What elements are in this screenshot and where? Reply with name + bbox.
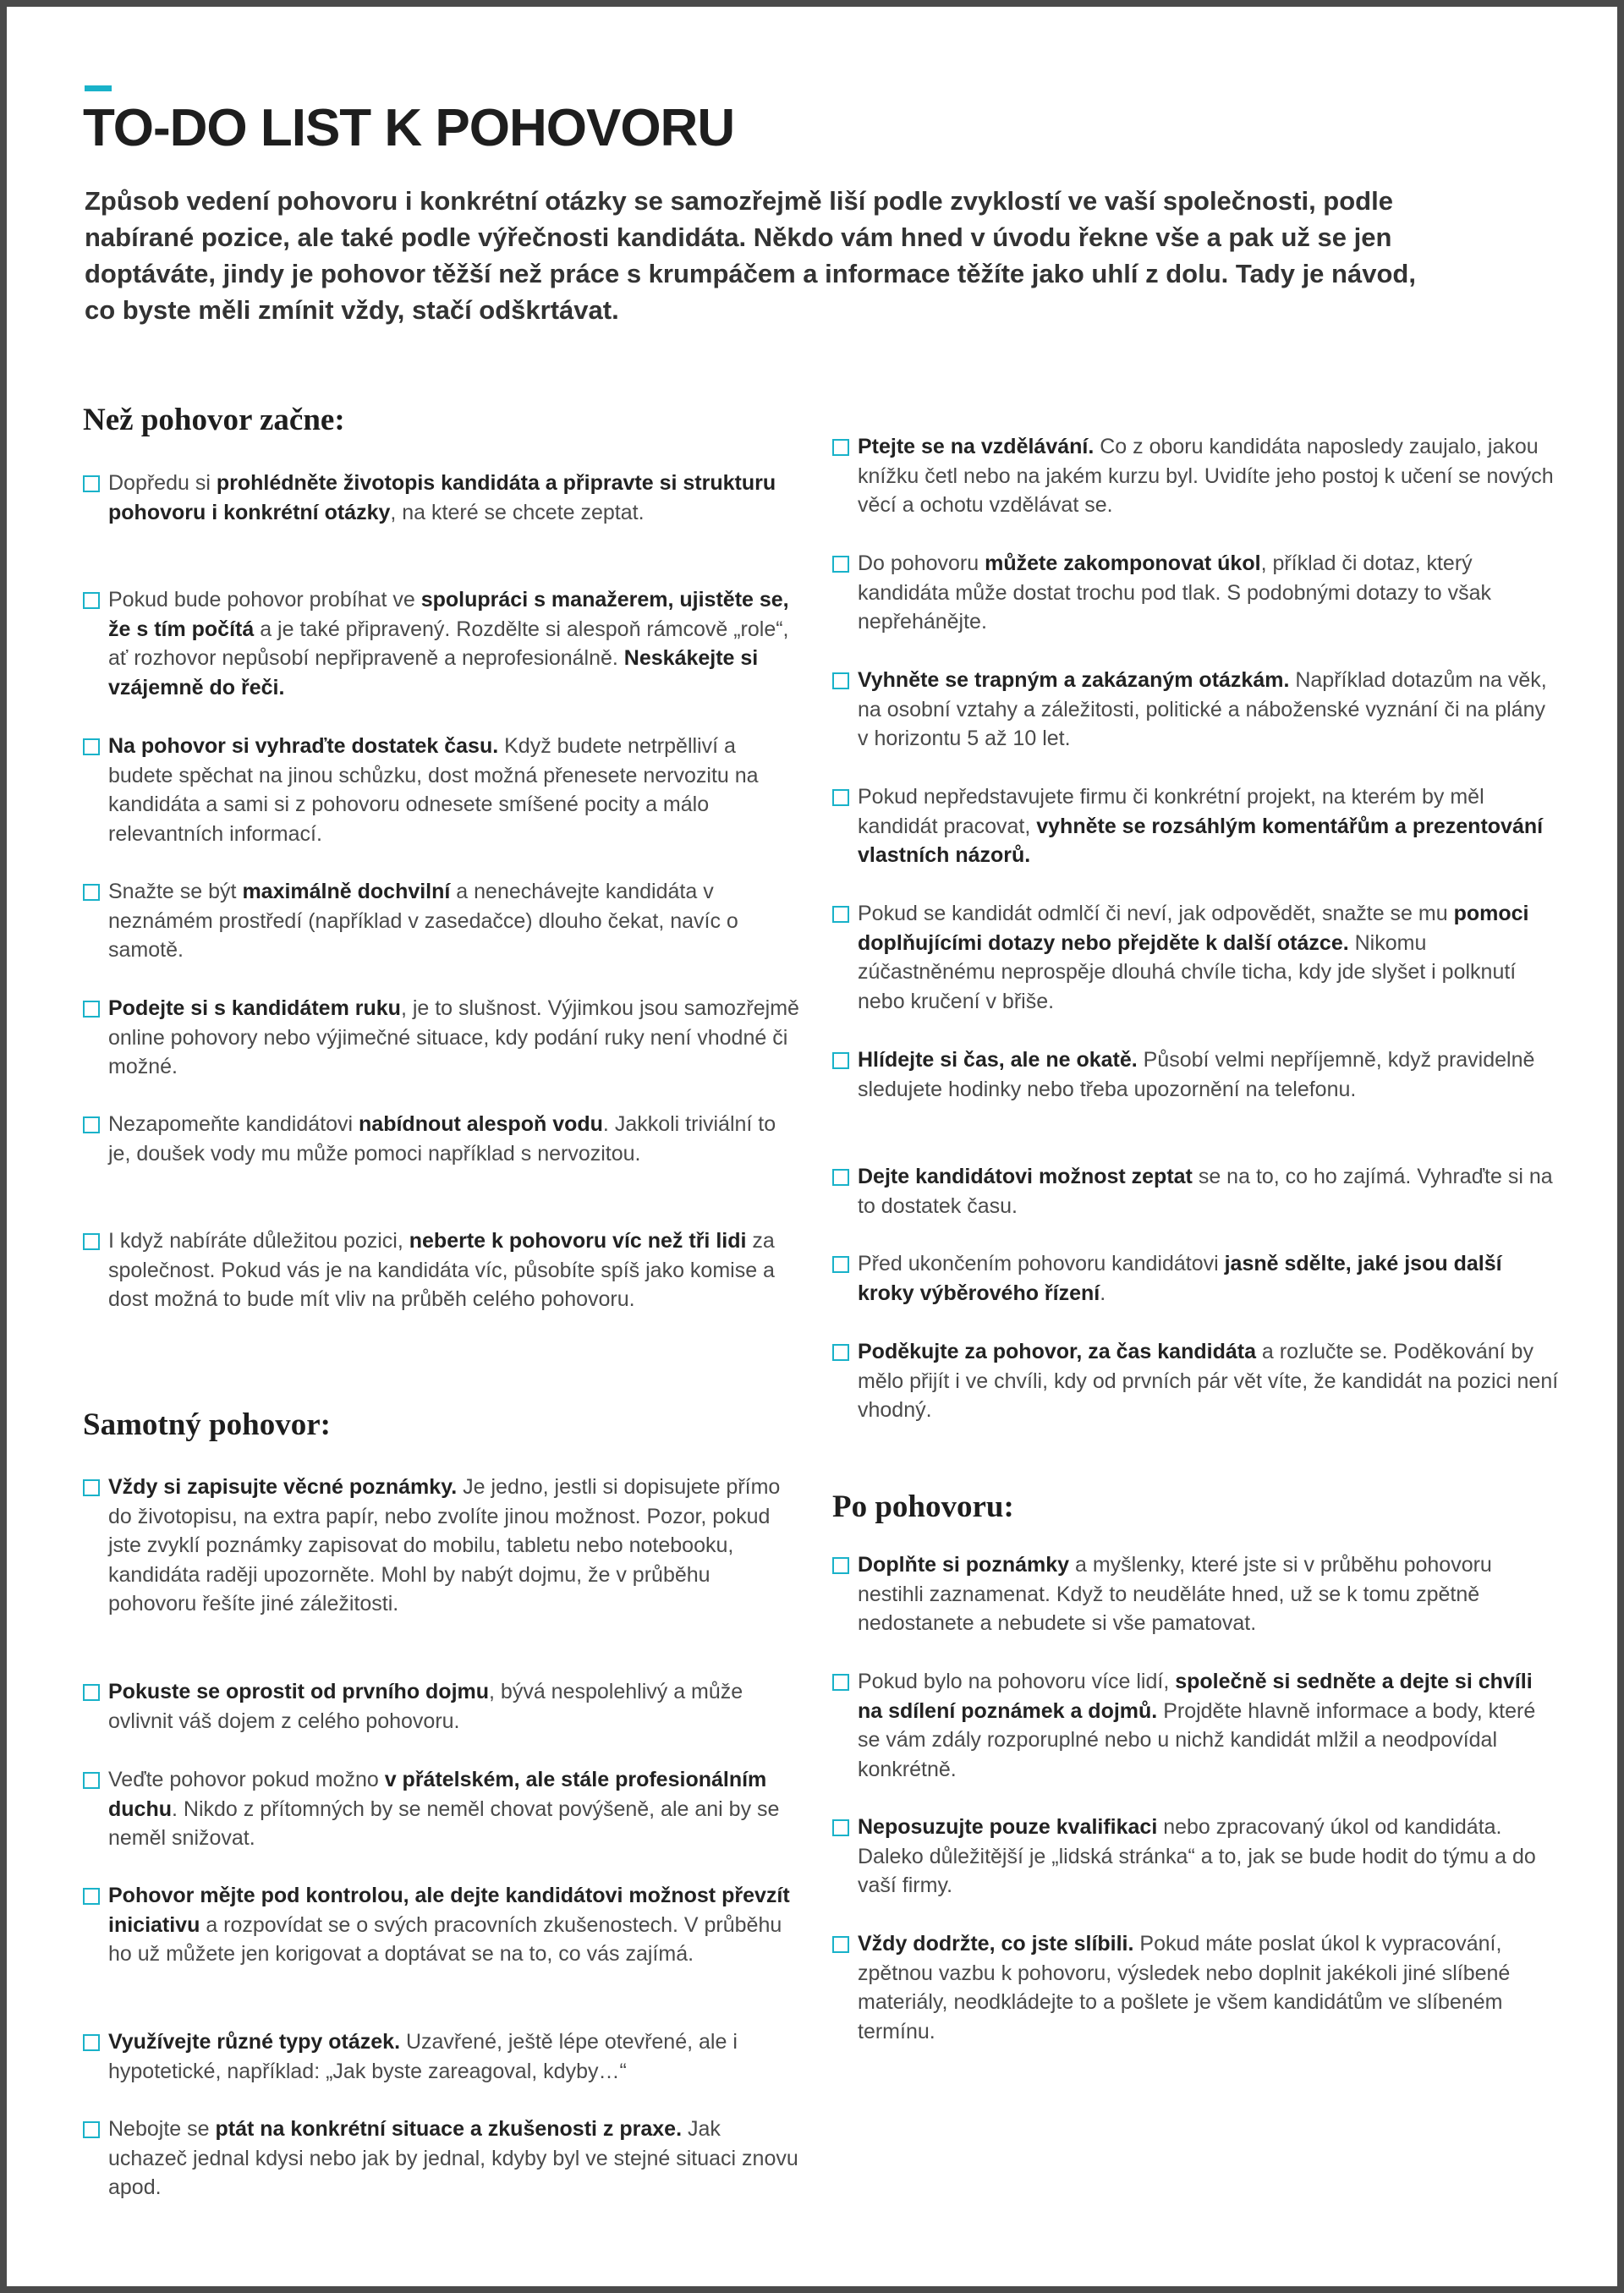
checkbox-icon[interactable] [832,1256,849,1273]
checkbox-icon[interactable] [83,2121,100,2138]
checkbox-icon[interactable] [832,1936,849,1953]
checkbox-icon[interactable] [832,906,849,923]
checklist-item [832,1249,1560,1308]
checkbox-icon[interactable] [83,884,100,901]
checkbox-icon[interactable] [83,2034,100,2051]
checklist-item [832,549,1560,637]
checklist-item-text: Doplňte si poznámky a myšlenky, které jste si v průběhu pohovoru nestihli zaznamenat. Když to neuděláte hned, už se k tomu zpětně nedostanete a nebudete si vše pamatovat. [858,1553,1492,1635]
checklist-item-text: Využívejte různé typy otázek. Uzavřené, ještě lépe otevřené, ale i hypotetické, například: „Jak byste zareagoval, kdyby…“ [108,2030,738,2083]
checklist-item-text: Pokud nepředstavujete firmu či konkrétní projekt, na kterém by měl kandidát pracovat, vyhněte se rozsáhlým komentářům a prezentování vlastních názorů. [858,785,1544,867]
page-title: TO-DO LIST K POHOVORU [83,99,735,157]
checklist-item-text: I když nabíráte důležitou pozici, neberte k pohovoru víc než tři lidi za společnost. Pokud vás je na kandidáta víc, působíte spíš jako komise a dost možná to bude mít vliv na průběh celého pohovoru. [108,1229,775,1311]
checkbox-icon[interactable] [832,1052,849,1069]
checklist-item-text: Neposuzujte pouze kvalifikaci nebo zpracovaný úkol od kandidáta. Daleko důležitější je „lidská stránka“ a to, jak se bude hodit do týmu a do vaší firmy. [858,1815,1536,1897]
checklist-item-text: Podejte si s kandidátem ruku, je to slušnost. Výjimkou jsou samozřejmě online pohovory nebo výjimečné situace, kdy podání ruky není vhodné či možné. [108,996,799,1078]
checklist-item-text: Nebojte se ptát na konkrétní situace a zkušenosti z praxe. Jak uchazeč jednal kdysi nebo jak by jednal, kdyby byl ve stejné situaci znovu apod. [108,2117,798,2199]
checklist-item-text: Hlídejte si čas, ale ne okatě. Působí velmi nepříjemně, když pravidelně sledujete hodinky nebo třeba upozornění na telefonu. [858,1048,1535,1101]
checkbox-icon[interactable] [83,592,100,609]
checklist-item [83,732,802,848]
checklist-item-text: Dopředu si prohlédněte životopis kandidáta a připravte si strukturu pohovoru i konkrétní otázky, na které se chcete zeptat. [108,471,776,524]
checklist-item [83,877,802,965]
checkbox-icon[interactable] [83,1233,100,1250]
checklist-item [832,1929,1560,2046]
checklist-item-text: Před ukončením pohovoru kandidátovi jasně sdělte, jaké jsou další kroky výběrového řízení. [858,1252,1502,1305]
checklist-item-text: Do pohovoru můžete zakomponovat úkol, příklad či dotaz, který kandidáta může dostat trochu pod tlak. S podobnými dotazy to však nepřehánějte. [858,551,1492,634]
checkbox-icon[interactable] [83,475,100,492]
checklist-item [83,1110,802,1168]
checklist-item [832,782,1560,870]
checkbox-icon[interactable] [832,1819,849,1836]
checkbox-icon[interactable] [832,1557,849,1574]
checklist-item [83,2115,802,2202]
intro-paragraph: Způsob vedení pohovoru i konkrétní otázky se samozřejmě liší podle zvyklostí ve vaší společnosti, podle nabírané pozice, ale také podle výřečnosti kandidáta. Někdo vám hned v úvodu řekne vše a pak už se jen doptáváte, jindy je pohovor těžší než práce s krumpáčem a informace těžíte jako uhlí z dolu. Tady je návod, co byste měli zmínit vždy, stačí odškrtávat. [85,186,1416,325]
checklist-item [83,1677,802,1736]
checkbox-icon[interactable] [83,1772,100,1789]
section-title-before: Než pohovor začne: [83,403,345,437]
checklist-item [832,1667,1560,1784]
checklist-item [83,2027,802,2086]
checklist-item-text: Na pohovor si vyhraďte dostatek času. Když budete netrpělliví a budete spěchat na jinou schůzku, dost možná přenesete nervozitu na kandidáta a sami si z pohovoru odnesete smíšené pocity a málo relevantních informací. [108,734,759,846]
checkbox-icon[interactable] [832,789,849,806]
checklist-item [83,1881,802,1969]
checklist-item [832,432,1560,520]
checkbox-icon[interactable] [832,556,849,573]
checklist-item [83,1765,802,1853]
checklist-item-text: Ptejte se na vzdělávání. Co z oboru kandidáta naposledy zaujalo, jakou knížku četl nebo na jakém kurzu byl. Uvidíte jeho postoj k učení se nových věcí a ochotu vzdělávat se. [858,435,1554,517]
checklist-item-text: Veďte pohovor pokud možno v přátelském, ale stále profesionálním duchu. Nikdo z přítomných by se neměl chovat povýšeně, ale ani by se neměl snižovat. [108,1768,780,1850]
checklist-item-text: Snažte se být maximálně dochvilní a nenechávejte kandidáta v neznámém prostředí (například v zasedačce) dlouho čekat, navíc o samotě. [108,880,738,962]
checkbox-icon[interactable] [832,672,849,689]
checklist-item-text: Vždy dodržte, co jste slíbili. Pokud máte poslat úkol k vypracování, zpětnou vazbu k pohovoru, výsledek nebo doplnit jakékoli jiné slíbené materiály, neodkládejte to a pošlete je všem kandidátům ve slíbeném termínu. [858,1932,1511,2043]
checkbox-icon[interactable] [832,1344,849,1361]
checklist-item-text: Pokud bylo na pohovoru více lidí, společně si sedněte a dejte si chvíli na sdílení poznámek a dojmů. Projděte hlavně informace a body, které se vám zdály rozporuplné nebo u nichž kandidát mlžil a neodpovídal konkrétně. [858,1670,1536,1781]
checklist-item [83,469,802,527]
checklist-item-text: Nezapomeňte kandidátovi nabídnout alespoň vodu. Jakkoli triviální to je, doušek vody mu může pomoci například s nervozitou. [108,1112,776,1166]
section-title-after: Po pohovoru: [832,1489,1014,1524]
checklist-item-text: Pohovor mějte pod kontrolou, ale dejte kandidátovi možnost převzít iniciativu a rozpovídat se o svých pracovních zkušenostech. V průběhu ho už můžete jen korigovat a doptávat se na to, co vás zajímá. [108,1884,790,1966]
section-title-during: Samotný pohovor: [83,1407,331,1442]
checklist-item-text: Poděkujte za pohovor, za čas kandidáta a rozlučte se. Poděkování by mělo přijít i ve chvíli, kdy od prvních pár vět víte, že kandidát na pozici není vhodný. [858,1340,1559,1422]
checklist-item-text: Dejte kandidátovi možnost zeptat se na to, co ho zajímá. Vyhraďte si na to dostatek času. [858,1165,1553,1218]
checkbox-icon[interactable] [832,1169,849,1186]
checklist-item [83,994,802,1082]
checkbox-icon[interactable] [83,1001,100,1018]
checklist-item-text: Vždy si zapisujte věcné poznámky. Je jedno, jestli si dopisujete přímo do životopisu, na extra papír, nebo zvolíte jinou možnost. Pozor, pokud jste zvyklí poznámky zapisovat do mobilu, tabletu nebo notebooku, kandidáta raději upozorněte. Mohl by nabýt dojmu, že v průběhu pohovoru řešíte jiné záležitosti. [108,1475,781,1616]
checkbox-icon[interactable] [83,738,100,755]
checklist-item [832,1337,1560,1425]
checkbox-icon[interactable] [83,1888,100,1905]
checklist-item-text: Pokuste se oprostit od prvního dojmu, bývá nespolehlivý a může ovlivnit váš dojem z celého pohovoru. [108,1680,743,1733]
checklist-item-text: Pokud bude pohovor probíhat ve spolupráci s manažerem, ujistěte se, že s tím počítá a je také připravený. Rozdělte si alespoň rámcově „role“, ať rozhovor nepůsobí nepřipraveně a neprofesionálně. Neskákejte si vzájemně do řeči. [108,588,789,699]
checklist-item [83,1473,802,1619]
checklist-item [832,1045,1560,1104]
checkbox-icon[interactable] [832,1674,849,1691]
checklist-item [832,899,1560,1016]
checkbox-icon[interactable] [83,1684,100,1701]
checkbox-icon[interactable] [832,439,849,456]
title-accent-bar [85,85,112,91]
checklist-item [832,666,1560,754]
checklist-item [832,1813,1560,1901]
checklist-item [832,1550,1560,1638]
checklist-item-text: Vyhněte se trapným a zakázaným otázkám. Například dotazům na věk, na osobní vztahy a záležitosti, politické a náboženské vyznání či na plány v horizontu 5 až 10 let. [858,668,1547,750]
checklist-item [832,1162,1560,1221]
checklist-item [83,585,802,702]
checkbox-icon[interactable] [83,1116,100,1133]
checklist-item-text: Pokud se kandidát odmlčí či neví, jak odpovědět, snažte se mu pomoci doplňujícími dotazy nebo přejděte k další otázce. Nikomu zúčastněnému neprospěje dlouhá chvíle ticha, kdy jde slyšet i polknutí nebo kručení v břiše. [858,902,1529,1013]
checkbox-icon[interactable] [83,1479,100,1496]
checklist-item [83,1226,802,1314]
